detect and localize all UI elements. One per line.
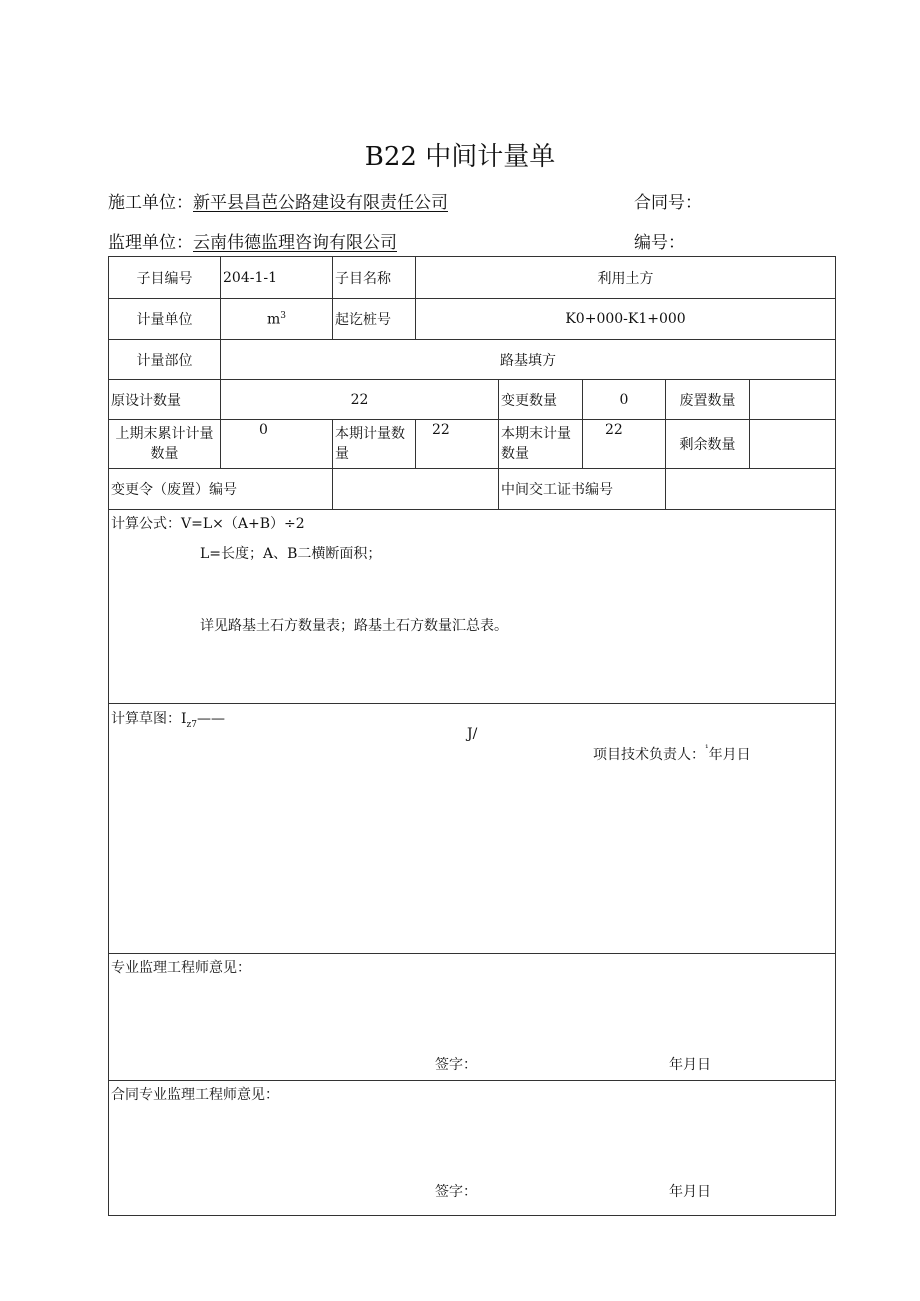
row-part (109, 340, 836, 380)
formula-line (111, 513, 305, 533)
part-label: 计量部位 (109, 340, 221, 380)
contractor-name: 新平县昌芭公路建设有限责任公司 (193, 193, 448, 213)
engineer-sign-label: 签字： (435, 1057, 477, 1073)
row-change-order (109, 469, 836, 510)
sketch-mark-b: J/ (467, 726, 478, 742)
unit-label: 计量单位 (109, 299, 221, 340)
row-design (109, 380, 836, 420)
supervisor-name: 云南伟德监理咨询有限公司 (193, 233, 397, 253)
item-no-value: 204-1-1 (221, 257, 333, 299)
contract-engineer-opinion-label: 合同专业监理工程师意见： (111, 1087, 279, 1103)
item-name-label: 子目名称 (333, 257, 416, 299)
measurement-table (108, 256, 836, 1216)
design-qty-label: 原设计数量 (109, 380, 221, 420)
contract-no-label: 合同号： (634, 193, 702, 213)
contract-engineer-section (109, 1081, 836, 1216)
sketch-line (111, 708, 225, 730)
end-cum-label-line1: 本期末计量 (501, 426, 571, 442)
sketch-mark-sub: z7 (186, 719, 197, 730)
engineer-date: 年月日 (669, 1057, 711, 1073)
station-value: K0+000-K1+000 (416, 299, 836, 340)
current-label-line2: 量 (335, 446, 349, 462)
unit-value (221, 299, 333, 340)
row-item (109, 257, 836, 299)
engineer-section (109, 954, 836, 1081)
row-formula (109, 510, 836, 704)
scrap-qty-value (750, 380, 836, 420)
supervisor-line (108, 228, 397, 253)
end-cum-label-line2: 数量 (501, 446, 529, 462)
unit-base: m (266, 311, 281, 328)
row-unit (109, 299, 836, 340)
contract-engineer-sign-label: 签字： (435, 1184, 477, 1200)
row-quantities (109, 420, 836, 469)
sketch-section (109, 704, 836, 954)
sketch-mark-a: I (181, 711, 187, 727)
prev-cum-label-line1: 上期末累计计量 (115, 426, 214, 442)
station-label: 起讫桩号 (333, 299, 416, 340)
part-value: 路基填方 (221, 340, 836, 380)
formula-section (109, 510, 836, 704)
item-no-label: 子目编号 (109, 257, 221, 299)
prev-cum-label-line2: 数量 (150, 446, 179, 462)
contractor-line (108, 188, 448, 213)
formula-reference: 详见路基土石方数量表；路基土石方数量汇总表。 (200, 618, 508, 634)
sketch-label: 计算草图： (111, 711, 181, 727)
change-qty-label: 变更数量 (499, 380, 583, 420)
remaining-value (750, 420, 836, 469)
prev-cum-label (109, 420, 221, 469)
change-order-value (333, 469, 499, 510)
end-cum-label (499, 420, 583, 469)
prev-cum-value: 0 (221, 420, 333, 469)
page-title: B22 中间计量单 (364, 142, 556, 172)
supervisor-label: 监理单位： (108, 233, 193, 253)
formula-definition: L=长度；A、B二横断面积； (200, 546, 382, 562)
row-sketch (109, 704, 836, 954)
item-name-value: 利用土方 (416, 257, 836, 299)
engineer-opinion-label: 专业监理工程师意见： (111, 960, 251, 976)
change-order-label: 变更令（废置）编号 (109, 469, 333, 510)
row-contract-engineer (109, 1081, 836, 1216)
handover-label: 中间交工证书编号 (499, 469, 666, 510)
formula-text: V=L×（A+B）÷2 (181, 516, 305, 532)
scrap-qty-label: 废置数量 (666, 380, 750, 420)
serial-no-label: 编号： (634, 233, 685, 253)
sketch-mark-dash: —— (197, 711, 225, 727)
tech-lead-line (593, 744, 751, 764)
formula-label: 计算公式： (111, 516, 181, 532)
current-label (333, 420, 416, 469)
current-label-line1: 本期计量数 (335, 426, 405, 442)
tech-lead-label: 项目技术负责人： (593, 747, 705, 763)
handover-value (666, 469, 836, 510)
tech-lead-date: 年月日 (708, 747, 751, 763)
row-engineer (109, 954, 836, 1081)
unit-sup: 3 (280, 310, 286, 321)
end-cum-value: 22 (583, 420, 666, 469)
contract-engineer-date: 年月日 (669, 1184, 711, 1200)
remaining-label: 剩余数量 (666, 420, 750, 469)
current-value: 22 (416, 420, 499, 469)
tech-lead-mark: ¹ (705, 744, 709, 754)
change-qty-value: 0 (583, 380, 666, 420)
contractor-label: 施工单位： (108, 193, 193, 213)
design-qty-value: 22 (221, 380, 499, 420)
